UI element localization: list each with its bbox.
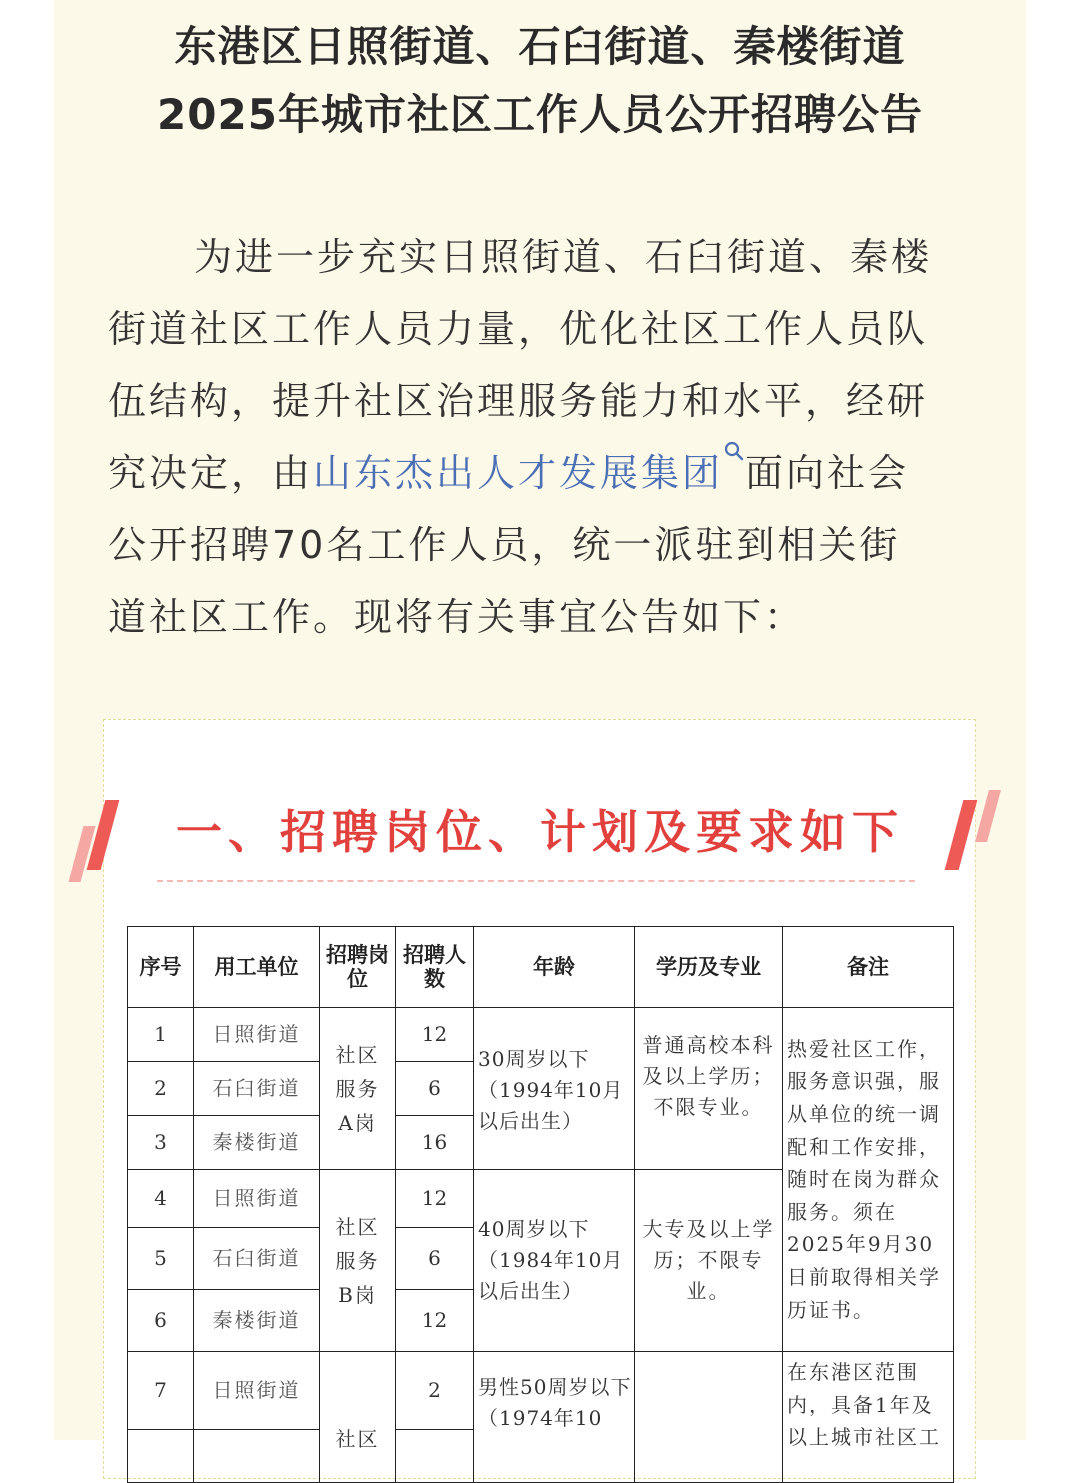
cell-edu-a: 普通高校本科及以上学历；不限专业。: [635, 1008, 783, 1170]
cell-unit: 日照街道: [194, 1352, 320, 1430]
header-unit: 用工单位: [194, 927, 320, 1008]
cell-unit: 石臼街道: [194, 1062, 320, 1116]
cell-unit: 石臼街道: [194, 1228, 320, 1290]
heading-divider: [157, 880, 915, 882]
intro-line-4-suffix: 面向社会: [745, 451, 910, 495]
cell-count: 12: [396, 1008, 474, 1062]
cell-age-b: 40周岁以下（1984年10月以后出生）: [474, 1170, 635, 1352]
cell-count: 6: [396, 1062, 474, 1116]
cell-unit: [194, 1430, 320, 1483]
header-seq: 序号: [128, 927, 194, 1008]
cell-age-c: 男性50周岁以下（1974年10: [474, 1352, 635, 1483]
header-count: 招聘人数: [396, 927, 474, 1008]
cell-edu-b: 大专及以上学历；不限专业。: [635, 1170, 783, 1352]
intro-line-5: 公开招聘70名工作人员，统一派驻到相关街: [108, 523, 901, 567]
cell-seq: 4: [128, 1170, 194, 1228]
cell-count: 2: [396, 1352, 474, 1430]
header-edu: 学历及专业: [635, 927, 783, 1008]
table-row: [128, 1008, 954, 1062]
intro-line-3: 伍结构，提升社区治理服务能力和水平，经研: [108, 379, 929, 423]
cell-seq: 1: [128, 1008, 194, 1062]
cell-count: 12: [396, 1170, 474, 1228]
page-title-line-1: 东港区日照街道、石臼街道、秦楼街道: [174, 22, 906, 71]
cell-unit: 秦楼街道: [194, 1116, 320, 1170]
header-age: 年龄: [474, 927, 635, 1008]
cell-seq: [128, 1430, 194, 1483]
cell-unit: 日照街道: [194, 1008, 320, 1062]
intro-line-2: 街道社区工作人员力量，优化社区工作人员队: [108, 307, 929, 351]
cell-seq: 3: [128, 1116, 194, 1170]
cell-seq: 5: [128, 1228, 194, 1290]
cell-count: 12: [396, 1290, 474, 1352]
cell-count: 16: [396, 1116, 474, 1170]
cell-seq: 6: [128, 1290, 194, 1352]
cell-unit: 秦楼街道: [194, 1290, 320, 1352]
cell-unit: 日照街道: [194, 1170, 320, 1228]
cell-age-a: 30周岁以下（1994年10月以后出生）: [474, 1008, 635, 1170]
cell-count: [396, 1430, 474, 1483]
intro-line-4: [108, 442, 972, 497]
header-post: 招聘岗位: [320, 927, 396, 1008]
search-icon[interactable]: [723, 442, 745, 480]
cell-count: 6: [396, 1228, 474, 1290]
recruitment-table: [127, 926, 954, 1483]
section-heading: 一、招聘岗位、计划及要求如下: [176, 805, 904, 859]
intro-line-6: 道社区工作。现将有关事宜公告如下：: [108, 595, 806, 639]
cell-edu-c: [635, 1352, 783, 1483]
table-header-row: [128, 927, 954, 1008]
intro-line-1: 为进一步充实日照街道、石臼街道、秦楼: [194, 235, 933, 279]
cell-post-a: 社区服务A岗: [320, 1008, 396, 1170]
company-link[interactable]: 山东杰出人才发展集团: [313, 451, 724, 495]
cell-note-ab: 热爱社区工作，服务意识强，服从单位的统一调配和工作安排，随时在岗为群众服务。须在2025年9月30日前取得相关学历证书。: [783, 1008, 954, 1352]
cell-seq: 7: [128, 1352, 194, 1430]
cell-seq: 2: [128, 1062, 194, 1116]
header-note: 备注: [783, 927, 954, 1008]
page-title-line-2: 2025年城市社区工作人员公开招聘公告: [157, 90, 923, 139]
cell-post-b: 社区服务B岗: [320, 1170, 396, 1352]
cell-post-c: 社区: [320, 1352, 396, 1483]
cell-note-c: 在东港区范围内，具备1年及以上城市社区工: [783, 1352, 954, 1483]
table-row: [128, 1352, 954, 1430]
intro-line-4-prefix: 究决定，由: [108, 451, 314, 495]
